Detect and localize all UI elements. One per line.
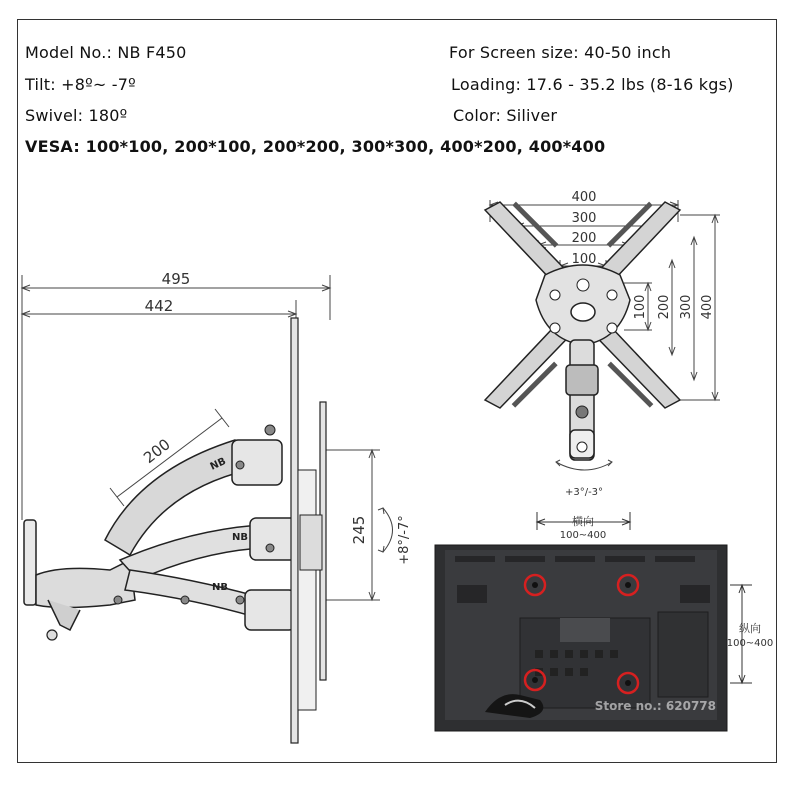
dim-h-100: 100 <box>571 252 597 267</box>
watermark: Store no.: 620778 <box>594 699 716 713</box>
horizontal-label: 横向 <box>572 515 594 528</box>
dim-v-200: 200 <box>657 294 672 320</box>
vertical-label: 纵向 <box>739 622 761 635</box>
dim-v-100: 100 <box>633 294 648 320</box>
dim-495: 495 <box>161 270 191 288</box>
spec-model: Model No.: NB F450 <box>25 43 187 62</box>
dim-245: 245 <box>350 515 368 545</box>
dim-h-400: 400 <box>571 190 597 205</box>
spec-swivel: Swivel: 180º <box>25 106 128 125</box>
dim-h-200: 200 <box>571 231 597 246</box>
spec-screen-size: For Screen size: 40-50 inch <box>449 43 672 62</box>
tilt-label: +8°/-7° <box>397 515 412 565</box>
spec-tilt: Tilt: +8º~ -7º <box>25 75 136 94</box>
svg-text:NB: NB <box>232 532 248 543</box>
spec-color: Color: Siliver <box>453 106 558 125</box>
spec-loading: Loading: 17.6 - 35.2 lbs (8-16 kgs) <box>451 75 734 94</box>
spec-vesa: VESA: 100*100, 200*100, 200*200, 300*300, 400*200, 400*400 <box>25 137 606 156</box>
horizontal-range: 100~400 <box>559 530 607 541</box>
vertical-range: 100~400 <box>726 638 774 649</box>
dim-h-300: 300 <box>571 211 597 226</box>
dim-v-400: 400 <box>700 294 715 320</box>
dim-442: 442 <box>144 297 174 315</box>
svg-text:NB: NB <box>208 455 228 473</box>
svg-text:NB: NB <box>212 582 228 593</box>
dim-v-300: 300 <box>679 294 694 320</box>
rotate-label: +3°/-3° <box>564 487 604 498</box>
dim-200: 200 <box>140 435 174 467</box>
